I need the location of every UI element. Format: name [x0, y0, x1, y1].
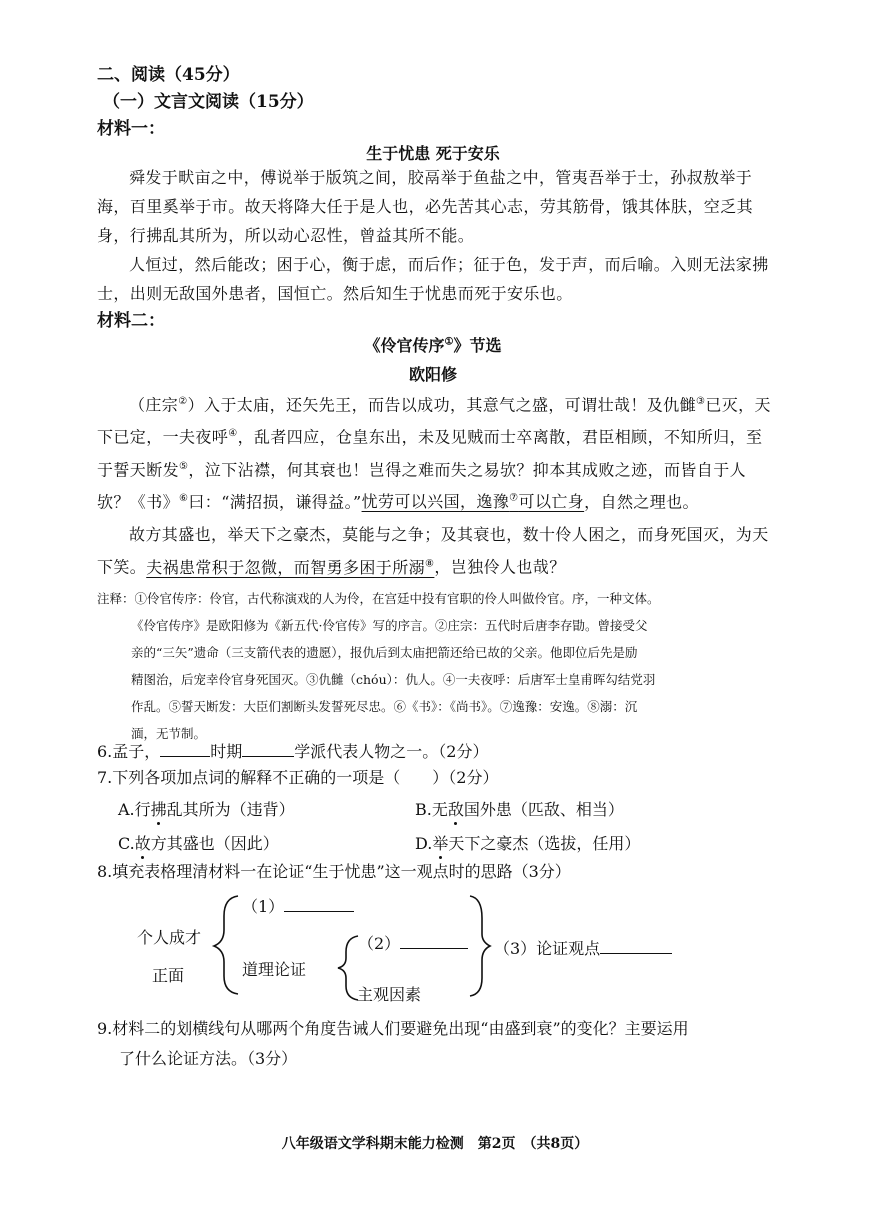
answer-blank[interactable]	[160, 738, 210, 757]
note-mark: ⑤	[179, 460, 189, 472]
text: 夫祸患常积于忽微，而智勇多困于所溺	[146, 557, 426, 577]
inner-brace	[338, 936, 358, 1000]
annotations	[97, 585, 777, 747]
note-line: 作乱。⑤誓天断发：大臣们割断头发誓死尽忠。⑥《书》：《尚书》。⑦逸豫：安逸。⑧溺：沉	[131, 699, 638, 714]
note-mark: ⑧	[425, 558, 435, 570]
note-line: 《伶官传序》是欧阳修为《新五代·伶官传》写的序言。②庄宗：五代时后唐李存勖。曾接受父	[131, 618, 648, 633]
text: 6.孟子，	[97, 742, 161, 761]
note-line: 注释：①伶官传序：伶官，古代称演戏的人为伶，在宫廷中投有官职的伶人叫做伶官。序，一种文体。	[97, 591, 660, 606]
material2-para2	[97, 520, 771, 581]
brace-diagram	[0, 890, 870, 1020]
question-9	[97, 1014, 777, 1074]
figure-left-top: 个人成才	[137, 928, 202, 947]
answer-blank[interactable]	[284, 893, 354, 912]
text: ，自然之理也。	[584, 492, 699, 512]
underlined-sentence-2	[146, 558, 434, 577]
figure-item-4	[494, 935, 672, 959]
material2-body	[97, 387, 771, 582]
text: 已灭，天下已定，一夫夜呼	[97, 395, 771, 447]
material2-title	[97, 333, 769, 356]
text: B.无	[415, 800, 448, 819]
answer-blank[interactable]	[242, 738, 294, 757]
text: 忧劳可以兴国，逸豫	[361, 492, 510, 512]
material2-author: 欧阳修	[408, 365, 457, 384]
note-mark: ⑦	[509, 492, 519, 504]
material2-title-text: 《伶官传序	[364, 336, 445, 355]
right-brace	[470, 896, 490, 996]
text: 了什么论证方法。（3分）	[119, 1049, 298, 1068]
material1-para1: 舜发于畎亩之中，傅说举于版筑之间，胶鬲举于鱼盐之中，管夷吾举于士，孙叔敖举于海，百里奚举于市。故天将降大任于是人也，必先苦其心志，劳其筋骨，饿其体肤，空乏其身，行拂乱其所为，所以动心忍性，曾益其所不能。	[97, 168, 754, 245]
text: （庄宗	[129, 395, 179, 415]
note-mark: ⑥	[179, 492, 189, 504]
note-mark: ①	[444, 336, 454, 348]
note-mark: ③	[695, 396, 706, 407]
text: A.行	[118, 800, 151, 819]
material2-label: 材料二：	[97, 311, 165, 331]
dotted-char: 故	[134, 834, 151, 853]
page-footer: 八年级语文学科期末能力检测 第2页 （共8页）	[281, 1136, 589, 1152]
text: 曰：“满招损，谦得益。”	[188, 492, 362, 512]
text: 国外患（匹敌、相当）	[463, 800, 624, 819]
text: 天下之豪杰（选拔，任用）	[448, 834, 641, 853]
note-mark: ②	[178, 396, 188, 407]
material2-para1	[97, 387, 771, 516]
question-7-stem: 7.下列各项加点词的解释不正确的一项是（ ）（2分）	[97, 768, 499, 787]
material2-title-tail: 》节选	[453, 336, 502, 355]
answer-blank[interactable]	[600, 935, 672, 954]
figure-item-2	[358, 930, 468, 954]
left-brace	[214, 896, 238, 994]
text: （3）论证观点	[494, 939, 601, 958]
note-line: 湎，无节制。	[131, 726, 207, 741]
text: 时期	[210, 742, 243, 761]
section-title: 二、阅读（45分）	[97, 65, 240, 85]
text: 学派代表人物之一。（2分）	[294, 742, 489, 761]
option-a[interactable]	[118, 797, 295, 820]
material1-label: 材料一：	[97, 119, 165, 139]
text: 方其盛也（因此）	[150, 834, 279, 853]
answer-blank[interactable]	[400, 930, 468, 949]
text: 故方其盛也，举天下之豪杰，莫能与之争；及其衰也，数十伶人困之，而身死国灭，为天下笑。	[97, 525, 769, 577]
figure-left-bottom: 正面	[152, 966, 185, 985]
text: ，泣下沾襟，何其衰也！岂得之难而失之易欤？抑本其成败之迹，而皆自于人欤？《书》	[97, 459, 746, 512]
question-8-stem: 8.填充表格理清材料一在论证“生于忧患”这一观点时的思路（3分）	[97, 862, 571, 881]
text: 乱其所为（违背）	[166, 800, 295, 819]
text: D.	[415, 834, 433, 853]
dotted-char: 敌	[447, 800, 464, 819]
section-subtitle: （一）文言文阅读（15分）	[103, 92, 314, 112]
figure-reasoning-label: 道理论证	[242, 960, 307, 979]
material1-body	[97, 163, 771, 308]
option-b[interactable]	[415, 797, 624, 820]
text: C.	[118, 834, 135, 853]
note-line: 精图治，后宠幸伶官身死国灭。③仇雠（chóu）：仇人。④一夫夜呼：后唐军士皇甫晖勾结党羽	[131, 672, 656, 687]
text: （2）	[358, 934, 401, 953]
text: 可以亡身	[518, 492, 585, 512]
text: 9.材料二的划横线句从哪两个角度告诫人们要避免出现“由盛到衰”的变化？主要运用	[97, 1019, 689, 1038]
text: ）入于太庙，还矢先王，而告以成功，其意气之盛，可谓壮哉！及仇雠	[187, 395, 696, 415]
dotted-char: 举	[432, 834, 449, 853]
note-line: 亲的“三矢”遗命（三支箭代表的遗愿），报仇后到太庙把箭还给已故的父亲。他即位后先是励	[131, 645, 638, 660]
option-c[interactable]	[118, 831, 279, 854]
dotted-char: 拂	[150, 800, 167, 819]
figure-item-1	[242, 893, 354, 917]
text: ，岂独伶人也哉？	[434, 557, 566, 577]
text: （1）	[242, 897, 285, 916]
figure-item-3: 主观因素	[357, 985, 422, 1004]
text: ，乱者四应，仓皇东出，未及见贼而士卒离散，君臣相顾，不知所归，至于誓天断发	[97, 427, 763, 479]
note-mark: ④	[228, 428, 238, 440]
material1-para2: 人恒过，然后能改；困于心，衡于虑，而后作；征于色，发于声，而后喻。入则无法家拂士，出则无敌国外患者，国恒亡。然后知生于忧患而死于安乐也。	[97, 255, 769, 303]
option-d[interactable]	[415, 831, 640, 854]
underlined-sentence-1	[362, 492, 585, 511]
material1-title: 生于忧患 死于安乐	[366, 144, 500, 163]
